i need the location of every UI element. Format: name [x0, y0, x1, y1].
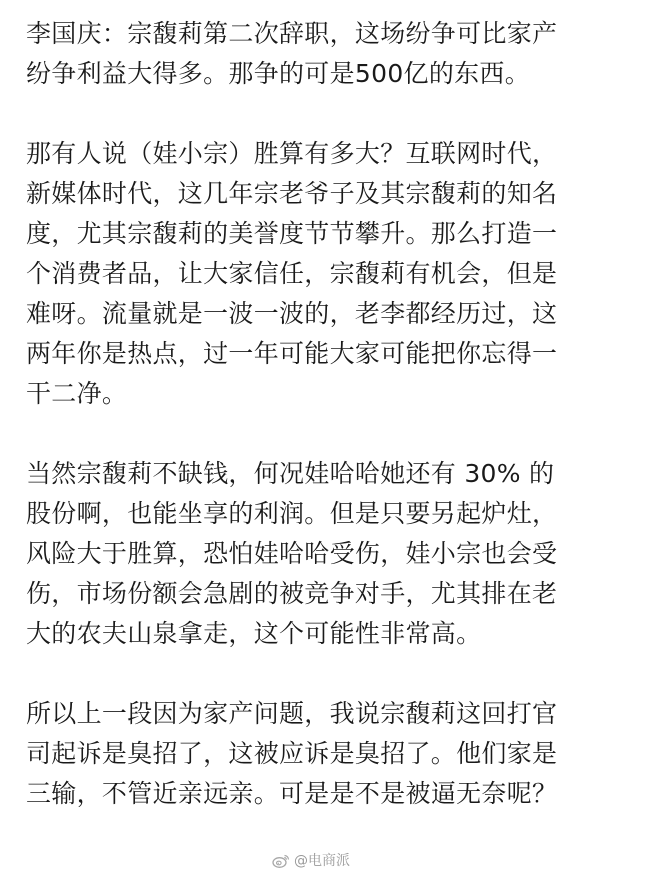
text-line: 干二净。	[26, 379, 128, 408]
text-line: 三输，不管近亲远亲。可是是不是被逼无奈呢？	[26, 779, 558, 808]
paragraph-4	[26, 694, 626, 814]
weibo-icon	[272, 854, 290, 868]
text-line: 风险大于胜算，恐怕娃哈哈受伤，娃小宗也会受	[26, 539, 558, 568]
weibo-watermark	[272, 851, 350, 871]
text-line: 伤，市场份额会急剧的被竞争对手，尤其排在老	[26, 579, 558, 608]
text-line: 司起诉是臭招了，这被应诉是臭招了。他们家是	[26, 739, 558, 768]
text-line: 个消费者品，让大家信任，宗馥莉有机会，但是	[26, 259, 558, 288]
paragraph-3	[26, 454, 626, 654]
paragraph-1	[26, 14, 626, 94]
text-line: 两年你是热点，过一年可能大家可能把你忘得一	[26, 339, 558, 368]
text-line: 当然宗馥莉不缺钱，何况娃哈哈她还有 30% 的	[26, 459, 555, 488]
text-line: 股份啊，也能坐享的利润。但是只要另起炉灶，	[26, 499, 558, 528]
text-line: 李国庆：宗馥莉第二次辞职，这场纷争可比家产	[26, 19, 558, 48]
text-line: 度，尤其宗馥莉的美誉度节节攀升。那么打造一	[26, 219, 558, 248]
paragraph-2	[26, 134, 626, 414]
text-line: 所以上一段因为家产问题，我说宗馥莉这回打官	[26, 699, 558, 728]
text-line: 新媒体时代，这几年宗老爷子及其宗馥莉的知名	[26, 179, 558, 208]
text-line: 那有人说（娃小宗）胜算有多大？互联网时代，	[26, 139, 558, 168]
text-line: 大的农夫山泉拿走，这个可能性非常高。	[26, 619, 482, 648]
text-line: 难呀。流量就是一波一波的，老李都经历过，这	[26, 299, 558, 328]
article-body	[26, 14, 626, 854]
text-line: 纷争利益大得多。那争的可是500亿的东西。	[26, 59, 531, 88]
watermark-text: @电商派	[294, 853, 350, 869]
